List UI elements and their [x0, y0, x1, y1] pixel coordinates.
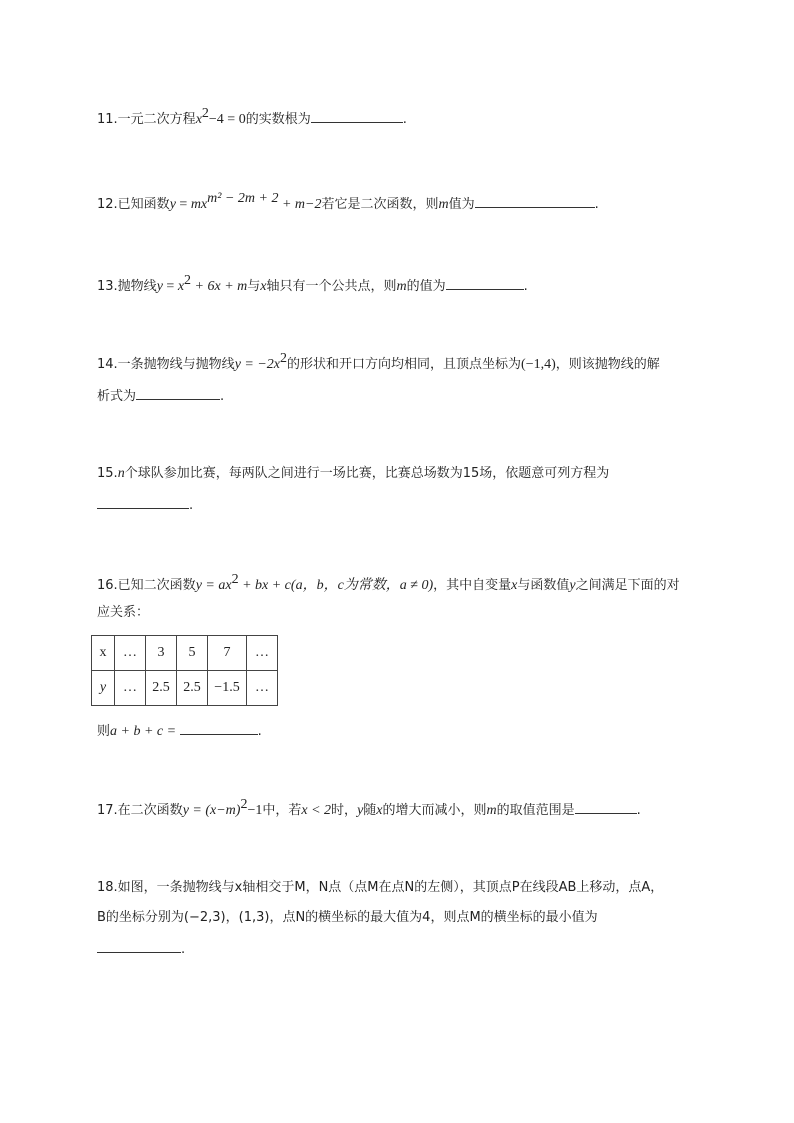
question-14: 14.一条抛物线与抛物线$y = -2x^2$的形状和开口方向均相同，且顶点坐标为(−1,4)，则该抛物线的解 [97, 351, 660, 372]
answer-blank-11[interactable] [311, 110, 403, 123]
table-cell: 7 [208, 636, 247, 671]
question-18: 18.如图，一条抛物线与x轴相交于M，N点（点M在点N的左侧），其顶点P在线段AB上移动，点A， [97, 880, 664, 895]
question-18-line2: B的坐标分别为(−2,3)，(1,3)，点N的横坐标的最大值为4，则点M的横坐标的最小值为 [97, 910, 598, 925]
question-16-answer: 则a + b + c = . [97, 724, 262, 739]
table-row [92, 671, 278, 706]
table-cell: y [92, 671, 115, 706]
question-18-line3: . [97, 940, 707, 959]
table-cell: 2.5 [146, 671, 177, 706]
value-table [91, 635, 278, 706]
table-row [92, 636, 278, 671]
question-16: 16.已知二次函数$y = ax^2$ + bx + c(a，b，c为常数，a ≠ 0)，其中自变量x与函数值y之间满足下面的对 [97, 572, 680, 593]
table-cell: 3 [146, 636, 177, 671]
answer-blank-16[interactable] [180, 722, 258, 735]
question-14-line2: 析式为 . [97, 389, 225, 404]
table-cell: … [247, 636, 278, 671]
answer-blank-17[interactable] [575, 801, 637, 814]
question-12: 12.已知函数$y = mx^{m^2 - 2m + 2} + m-2$若它是二次函数，则m值为 . [97, 191, 599, 212]
answer-blank-15[interactable] [97, 496, 189, 509]
question-13: 13.抛物线$y = x^2 + 6x + m$与x轴只有一个公共点，则m的值为 . [97, 273, 528, 294]
answer-blank-12[interactable] [475, 195, 595, 208]
table-cell: −1.5 [208, 671, 247, 706]
question-15: 15.n个球队参加比赛，每两队之间进行一场比赛，比赛总场数为15场，依题意可列方程为 [97, 466, 610, 481]
question-15-line2: . [97, 496, 707, 515]
table-cell: 2.5 [177, 671, 208, 706]
question-16-line2: 应关系： [97, 605, 150, 620]
table-cell: 5 [177, 636, 208, 671]
answer-blank-18[interactable] [97, 940, 181, 953]
question-17: 17.在二次函数$y = (x-m)^2-1$中，若x < 2时，y随x的增大而减小，则m的取值范围是 . [97, 797, 641, 818]
table-cell: … [115, 671, 146, 706]
question-11: 11.一元二次方程$x^2-4 = 0$的实数根为 . [97, 106, 407, 127]
table-cell: … [115, 636, 146, 671]
table-cell: x [92, 636, 115, 671]
table-cell: … [247, 671, 278, 706]
answer-blank-14[interactable] [136, 387, 220, 400]
answer-blank-13[interactable] [446, 277, 524, 290]
